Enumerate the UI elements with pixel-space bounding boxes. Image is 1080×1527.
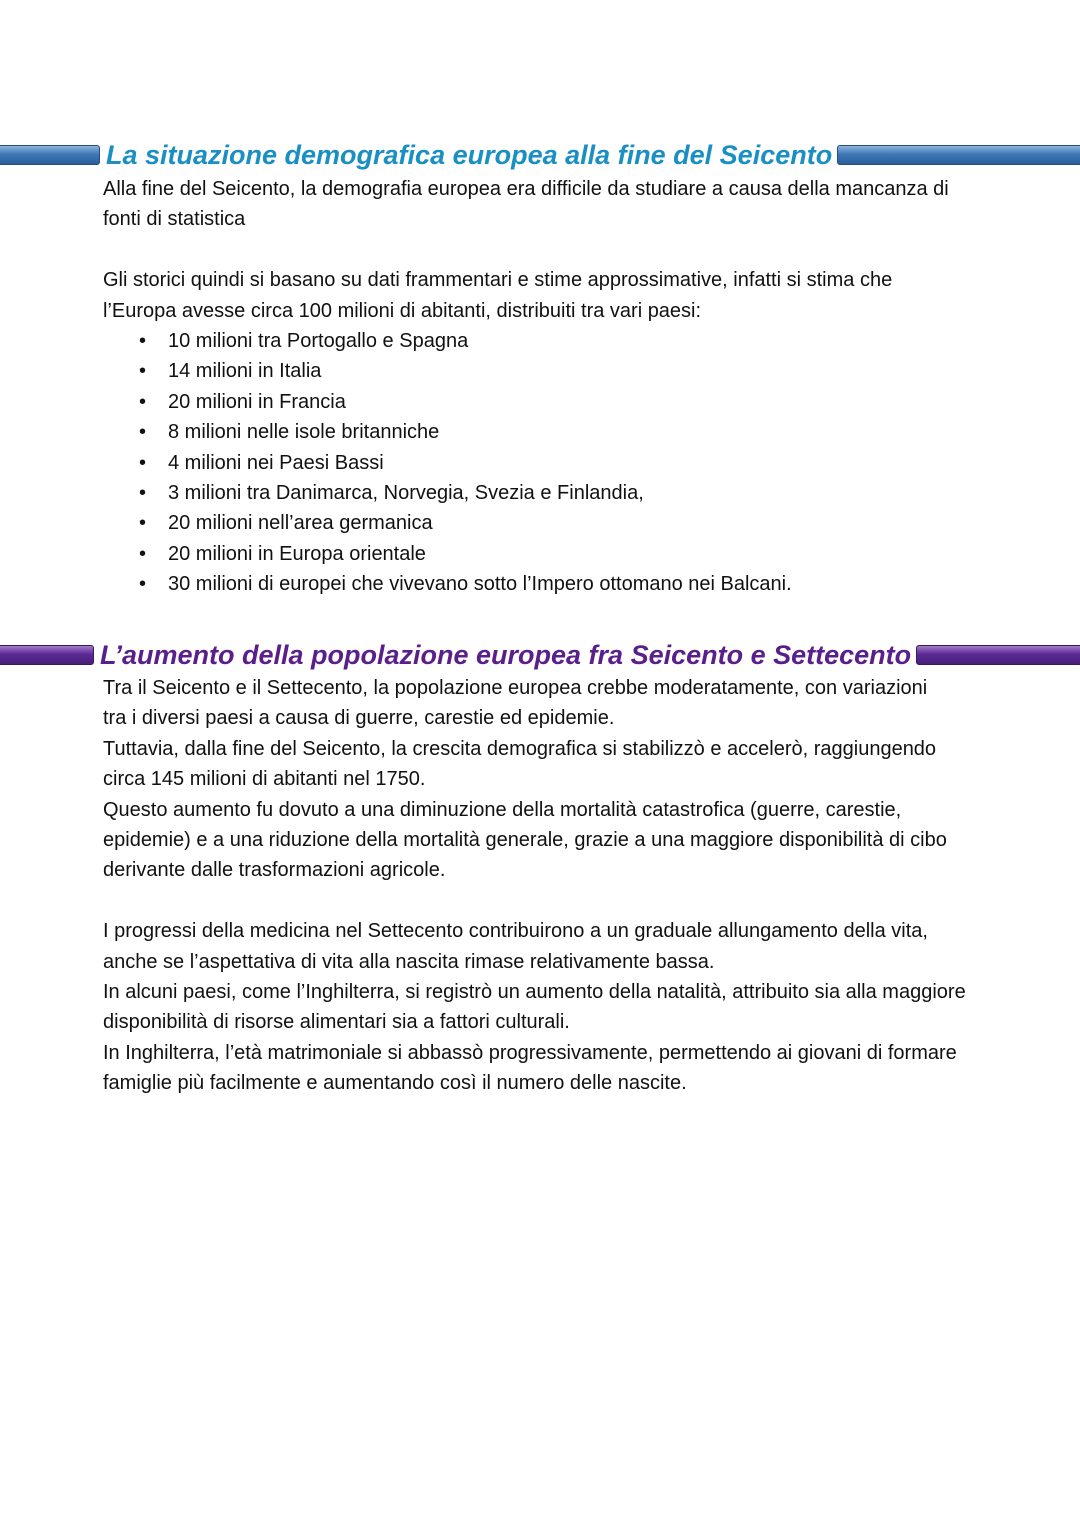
list-item: • 8 milioni nelle isole britanniche <box>103 417 953 447</box>
list-item: • 20 milioni in Europa orientale <box>103 539 953 569</box>
list-item: • 14 milioni in Italia <box>103 356 953 386</box>
section2-title: L’aumento della popolazione europea fra Seicento e Settecento <box>100 640 912 670</box>
section1-body <box>103 174 953 600</box>
list-item: • 20 milioni in Francia <box>103 387 953 417</box>
heading-bar-left <box>0 645 94 665</box>
heading-bar-left <box>0 145 100 165</box>
list-item: • 4 milioni nei Paesi Bassi <box>103 448 953 478</box>
paragraph: Questo aumento fu dovuto a una diminuzione della mortalità catastrofica (guerre, carestie, epidemie) e a una riduzione della mortalità generale, grazie a una maggiore disponibilità di cibo derivante dalle trasformazioni agricole. <box>103 798 947 882</box>
list-item: • 20 milioni nell’area germanica <box>103 508 953 538</box>
heading-bar-right <box>837 145 1080 165</box>
population-list <box>103 326 953 600</box>
list-item: • 3 milioni tra Danimarca, Norvegia, Svezia e Finlandia, <box>103 478 953 508</box>
paragraph: Alla fine del Seicento, la demografia europea era difficile da studiare a causa della mancanza di fonti di statistica <box>103 178 949 231</box>
section2-heading <box>0 637 1080 673</box>
section1-heading <box>0 137 1080 173</box>
list-item: • 30 milioni di europei che vivevano sotto l’Impero ottomano nei Balcani. <box>103 569 953 599</box>
section1-title: La situazione demografica europea alla fine del Seicento <box>106 140 833 170</box>
paragraph: In Inghilterra, l’età matrimoniale si abbassò progressivamente, permettendo ai giovani di formare famiglie più facilmente e aumentando così il numero delle nascite. <box>103 1041 957 1095</box>
paragraph: I progressi della medicina nel Settecento contribuirono a un graduale allungamento della vita, anche se l’aspettativa di vita alla nascita rimase relativamente bassa. <box>103 920 928 973</box>
heading-bar-right <box>916 645 1080 665</box>
paragraph: Tuttavia, dalla fine del Seicento, la crescita demografica si stabilizzò e accelerò, raggiungendo circa 145 milioni di abitanti nel 1750. <box>103 737 937 791</box>
list-item: • 10 milioni tra Portogallo e Spagna <box>103 326 953 356</box>
paragraph: Tra il Seicento e il Settecento, la popolazione europea crebbe moderatamente, con variazioni tra i diversi paesi a causa di guerre, carestie ed epidemie. <box>103 677 928 730</box>
section2-body <box>103 673 983 1099</box>
paragraph: Gli storici quindi si basano su dati frammentari e stime approssimative, infatti si stima che l’Europa avesse circa 100 milioni di abitanti, distribuiti tra vari paesi: <box>103 269 893 322</box>
paragraph: In alcuni paesi, come l’Inghilterra, si registrò un aumento della natalità, attribuito sia alla maggiore disponibilità di risorse alimentari sia a fattori culturali. <box>103 981 966 1034</box>
